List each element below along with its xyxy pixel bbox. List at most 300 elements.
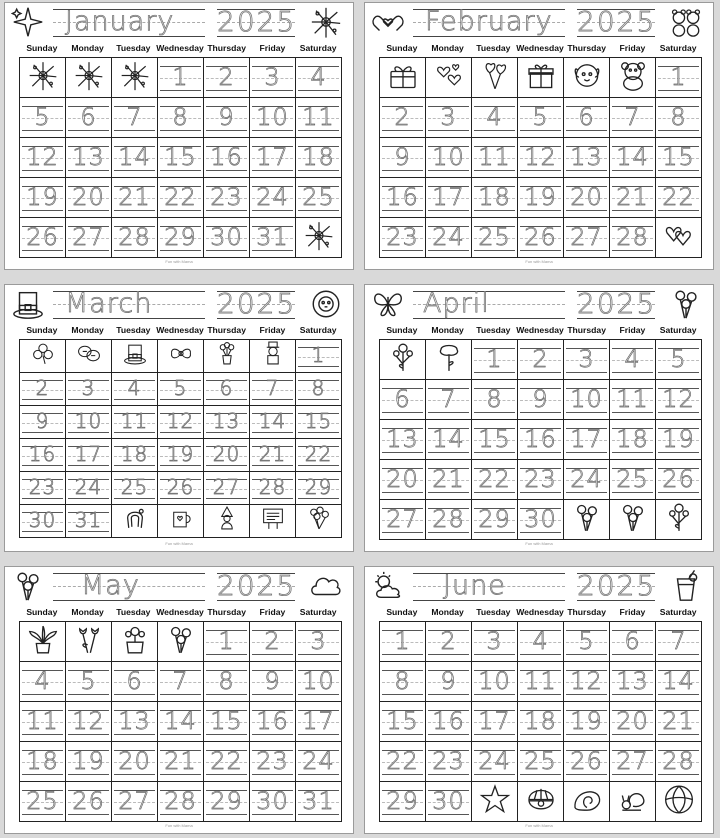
day-cell bbox=[158, 373, 204, 406]
day-number: 20 bbox=[386, 465, 419, 493]
day-number: 6 bbox=[80, 103, 97, 131]
day-number: 26 bbox=[72, 787, 105, 815]
day-number: 18 bbox=[524, 707, 557, 735]
day-number: 28 bbox=[118, 223, 151, 251]
day-number: 17 bbox=[302, 707, 335, 735]
day-number: 21 bbox=[118, 183, 151, 211]
day-cell bbox=[204, 138, 250, 178]
teddy-bears-icon bbox=[669, 5, 703, 39]
lemonade-icon bbox=[669, 569, 703, 603]
day-number: 23 bbox=[432, 747, 465, 775]
day-cell bbox=[518, 460, 564, 500]
seashell-icon bbox=[571, 783, 603, 815]
day-number: 4 bbox=[34, 667, 51, 695]
beach-ball-icon bbox=[663, 783, 695, 815]
day-cell bbox=[472, 622, 518, 662]
day-cell bbox=[426, 782, 472, 822]
day-number: 4 bbox=[486, 103, 503, 131]
day-cell bbox=[564, 58, 610, 98]
day-cell bbox=[610, 460, 656, 500]
day-number: 30 bbox=[524, 505, 557, 533]
day-cell bbox=[610, 622, 656, 662]
day-number: 14 bbox=[164, 707, 197, 735]
day-cell bbox=[204, 373, 250, 406]
day-number: 6 bbox=[624, 627, 641, 655]
day-cell bbox=[112, 98, 158, 138]
day-cell bbox=[204, 218, 250, 258]
flower-bouquet-icon bbox=[306, 506, 331, 531]
day-cell bbox=[66, 373, 112, 406]
day-cell bbox=[472, 662, 518, 702]
day-cell bbox=[112, 742, 158, 782]
weekday-label-wednesday: Wednesday bbox=[516, 43, 564, 53]
day-cell bbox=[380, 500, 426, 540]
day-number: 9 bbox=[532, 385, 549, 413]
weekday-label-tuesday: Tuesday bbox=[476, 325, 511, 335]
day-cell bbox=[20, 98, 66, 138]
day-cell bbox=[296, 406, 342, 439]
day-number: 2 bbox=[218, 63, 235, 91]
day-number: 26 bbox=[524, 223, 557, 251]
day-cell bbox=[518, 98, 564, 138]
day-cell bbox=[426, 178, 472, 218]
day-cell bbox=[296, 662, 342, 702]
weekday-label-wednesday: Wednesday bbox=[516, 607, 564, 617]
day-cell bbox=[296, 178, 342, 218]
day-cell bbox=[250, 505, 296, 538]
day-cell bbox=[158, 505, 204, 538]
day-cell bbox=[66, 138, 112, 178]
day-cell bbox=[472, 178, 518, 218]
day-number: 11 bbox=[26, 707, 59, 735]
day-cell bbox=[380, 782, 426, 822]
day-number: 23 bbox=[386, 223, 419, 251]
day-number: 20 bbox=[616, 707, 649, 735]
day-number: 25 bbox=[26, 787, 59, 815]
day-cell bbox=[380, 702, 426, 742]
day-cell bbox=[20, 662, 66, 702]
day-cell bbox=[564, 742, 610, 782]
day-number: 15 bbox=[304, 409, 333, 433]
day-cell bbox=[518, 500, 564, 540]
day-cell bbox=[518, 622, 564, 662]
day-number: 4 bbox=[532, 627, 549, 655]
day-cell bbox=[656, 500, 702, 540]
day-cell bbox=[380, 380, 426, 420]
day-cell bbox=[158, 782, 204, 822]
bow-icon bbox=[168, 341, 193, 366]
weekday-label-friday: Friday bbox=[259, 325, 286, 335]
day-cell bbox=[426, 662, 472, 702]
day-cell bbox=[250, 439, 296, 472]
day-cell bbox=[426, 622, 472, 662]
day-number: 19 bbox=[524, 183, 557, 211]
day-number: 4 bbox=[127, 376, 142, 400]
calendar-grid bbox=[379, 621, 702, 822]
day-cell bbox=[610, 782, 656, 822]
day-cell bbox=[518, 178, 564, 218]
calendar-grid bbox=[379, 57, 702, 258]
day-number: 22 bbox=[210, 747, 243, 775]
day-cell bbox=[472, 218, 518, 258]
day-cell bbox=[112, 58, 158, 98]
day-number: 15 bbox=[662, 143, 695, 171]
day-cell bbox=[20, 742, 66, 782]
weekday-label-thursday: Thursday bbox=[207, 607, 246, 617]
day-cell bbox=[380, 98, 426, 138]
day-number: 13 bbox=[386, 425, 419, 453]
day-cell bbox=[296, 373, 342, 406]
page-footer: Fun with Mama bbox=[525, 823, 553, 828]
day-cell bbox=[426, 742, 472, 782]
day-number: 6 bbox=[219, 376, 234, 400]
fireworks-icon bbox=[309, 5, 343, 39]
day-number: 3 bbox=[264, 63, 281, 91]
day-cell bbox=[66, 178, 112, 218]
day-cell bbox=[112, 472, 158, 505]
day-cell bbox=[158, 702, 204, 742]
day-cell bbox=[66, 439, 112, 472]
day-number: 30 bbox=[432, 787, 465, 815]
day-cell bbox=[66, 742, 112, 782]
weekday-header-row bbox=[19, 607, 341, 617]
day-number: 22 bbox=[478, 465, 511, 493]
calendar-grid bbox=[379, 339, 702, 540]
day-cell bbox=[564, 98, 610, 138]
page-footer: Fun with Mama bbox=[165, 823, 193, 828]
shamrock-icon bbox=[30, 341, 55, 366]
day-number: 8 bbox=[670, 103, 687, 131]
month-page-march bbox=[4, 284, 354, 552]
flower-stem-icon bbox=[387, 341, 419, 373]
day-cell bbox=[112, 662, 158, 702]
weekday-label-monday: Monday bbox=[431, 325, 464, 335]
weekday-label-tuesday: Tuesday bbox=[476, 607, 511, 617]
flowers-icon bbox=[11, 569, 45, 603]
cloud-icon bbox=[309, 569, 343, 603]
day-number: 11 bbox=[616, 385, 649, 413]
weekday-label-sunday: Sunday bbox=[386, 325, 418, 335]
day-cell bbox=[518, 58, 564, 98]
day-cell bbox=[472, 460, 518, 500]
day-number: 14 bbox=[258, 409, 287, 433]
day-number: 9 bbox=[394, 143, 411, 171]
day-cell bbox=[656, 178, 702, 218]
day-number: 11 bbox=[478, 143, 511, 171]
day-cell bbox=[656, 782, 702, 822]
balloons-icon bbox=[479, 59, 511, 91]
day-cell bbox=[296, 505, 342, 538]
leprechaun-hat-icon bbox=[11, 287, 45, 321]
weekday-label-sunday: Sunday bbox=[386, 607, 418, 617]
day-cell bbox=[656, 58, 702, 98]
day-number: 21 bbox=[432, 465, 465, 493]
day-cell bbox=[112, 178, 158, 218]
day-cell bbox=[158, 178, 204, 218]
day-cell bbox=[656, 420, 702, 460]
day-number: 13 bbox=[118, 707, 151, 735]
tulips-icon bbox=[73, 623, 105, 655]
day-number: 1 bbox=[486, 345, 503, 373]
day-number: 19 bbox=[166, 442, 195, 466]
hearts-icon bbox=[433, 59, 465, 91]
day-number: 14 bbox=[662, 667, 695, 695]
weekday-header-row bbox=[19, 43, 341, 53]
day-number: 28 bbox=[616, 223, 649, 251]
day-number: 16 bbox=[256, 707, 289, 735]
calendar-grid bbox=[19, 621, 342, 822]
weekday-label-sunday: Sunday bbox=[26, 607, 58, 617]
potted-plant-icon bbox=[27, 623, 59, 655]
day-number: 17 bbox=[570, 425, 603, 453]
day-number: 24 bbox=[570, 465, 603, 493]
day-cell bbox=[66, 505, 112, 538]
day-cell bbox=[296, 622, 342, 662]
year-title: 2025 bbox=[577, 287, 657, 320]
weekday-header-row bbox=[379, 607, 701, 617]
page-footer: Fun with Mama bbox=[165, 259, 193, 264]
day-number: 22 bbox=[304, 442, 333, 466]
day-cell bbox=[656, 622, 702, 662]
day-number: 24 bbox=[74, 475, 103, 499]
day-number: 23 bbox=[256, 747, 289, 775]
day-cell bbox=[204, 406, 250, 439]
day-cell bbox=[656, 218, 702, 258]
day-cell bbox=[656, 98, 702, 138]
day-number: 5 bbox=[80, 667, 97, 695]
day-cell bbox=[112, 340, 158, 373]
day-number: 7 bbox=[440, 385, 457, 413]
coins-icon bbox=[76, 341, 101, 366]
day-cell bbox=[518, 380, 564, 420]
day-number: 13 bbox=[570, 143, 603, 171]
day-number: 26 bbox=[26, 223, 59, 251]
day-number: 15 bbox=[164, 143, 197, 171]
day-cell bbox=[426, 702, 472, 742]
day-cell bbox=[380, 178, 426, 218]
day-number: 16 bbox=[524, 425, 557, 453]
flowers-icon bbox=[617, 501, 649, 533]
day-number: 19 bbox=[72, 747, 105, 775]
day-cell bbox=[204, 622, 250, 662]
day-number: 7 bbox=[624, 103, 641, 131]
day-cell bbox=[204, 742, 250, 782]
day-number: 22 bbox=[164, 183, 197, 211]
day-number: 5 bbox=[578, 627, 595, 655]
weekday-label-thursday: Thursday bbox=[567, 607, 606, 617]
day-cell bbox=[610, 138, 656, 178]
day-number: 2 bbox=[532, 345, 549, 373]
weekday-label-saturday: Saturday bbox=[659, 325, 697, 335]
day-cell bbox=[250, 218, 296, 258]
day-number: 5 bbox=[34, 103, 51, 131]
day-cell bbox=[296, 439, 342, 472]
day-number: 1 bbox=[394, 627, 411, 655]
day-cell bbox=[158, 98, 204, 138]
day-number: 23 bbox=[210, 183, 243, 211]
day-number: 8 bbox=[394, 667, 411, 695]
day-cell bbox=[296, 138, 342, 178]
day-cell bbox=[204, 782, 250, 822]
day-number: 8 bbox=[218, 667, 235, 695]
day-number: 10 bbox=[432, 143, 465, 171]
day-number: 17 bbox=[478, 707, 511, 735]
day-cell bbox=[20, 218, 66, 258]
day-cell bbox=[564, 340, 610, 380]
day-number: 9 bbox=[264, 667, 281, 695]
flower-stem-icon bbox=[663, 501, 695, 533]
day-number: 31 bbox=[302, 787, 335, 815]
weekday-label-saturday: Saturday bbox=[299, 43, 337, 53]
day-cell bbox=[250, 782, 296, 822]
day-cell bbox=[20, 472, 66, 505]
day-cell bbox=[66, 662, 112, 702]
day-number: 25 bbox=[478, 223, 511, 251]
day-number: 21 bbox=[662, 707, 695, 735]
day-number: 23 bbox=[28, 475, 57, 499]
weekday-label-saturday: Saturday bbox=[659, 607, 697, 617]
day-cell bbox=[426, 98, 472, 138]
day-cell bbox=[112, 505, 158, 538]
weekday-label-sunday: Sunday bbox=[26, 43, 58, 53]
day-number: 27 bbox=[212, 475, 241, 499]
day-cell bbox=[66, 58, 112, 98]
weekday-label-monday: Monday bbox=[431, 43, 464, 53]
day-cell bbox=[20, 178, 66, 218]
day-number: 18 bbox=[120, 442, 149, 466]
day-number: 2 bbox=[394, 103, 411, 131]
day-cell bbox=[610, 178, 656, 218]
day-number: 14 bbox=[616, 143, 649, 171]
day-cell bbox=[250, 702, 296, 742]
day-number: 30 bbox=[28, 508, 57, 532]
day-cell bbox=[20, 622, 66, 662]
day-cell bbox=[426, 340, 472, 380]
day-cell bbox=[250, 98, 296, 138]
potted-flower-icon bbox=[119, 623, 151, 655]
day-cell bbox=[656, 742, 702, 782]
day-cell bbox=[296, 340, 342, 373]
weekday-label-saturday: Saturday bbox=[299, 607, 337, 617]
page-footer: Fun with Mama bbox=[525, 541, 553, 546]
day-number: 31 bbox=[74, 508, 103, 532]
day-cell bbox=[426, 420, 472, 460]
day-number: 20 bbox=[72, 183, 105, 211]
month-page-april bbox=[364, 284, 714, 552]
day-cell bbox=[158, 58, 204, 98]
day-number: 8 bbox=[486, 385, 503, 413]
day-number: 21 bbox=[164, 747, 197, 775]
day-number: 28 bbox=[164, 787, 197, 815]
day-number: 15 bbox=[478, 425, 511, 453]
day-number: 22 bbox=[662, 183, 695, 211]
day-number: 20 bbox=[118, 747, 151, 775]
day-cell bbox=[472, 138, 518, 178]
day-number: 24 bbox=[256, 183, 289, 211]
day-number: 29 bbox=[478, 505, 511, 533]
fireworks-icon bbox=[27, 59, 59, 91]
day-cell bbox=[426, 218, 472, 258]
carnation-icon bbox=[433, 341, 465, 373]
day-number: 8 bbox=[311, 376, 326, 400]
day-cell bbox=[296, 218, 342, 258]
day-cell bbox=[250, 662, 296, 702]
day-cell bbox=[296, 98, 342, 138]
day-number: 19 bbox=[570, 707, 603, 735]
day-cell bbox=[20, 373, 66, 406]
day-number: 25 bbox=[524, 747, 557, 775]
day-number: 28 bbox=[258, 475, 287, 499]
day-number: 17 bbox=[74, 442, 103, 466]
day-cell bbox=[20, 58, 66, 98]
weekday-label-wednesday: Wednesday bbox=[156, 325, 204, 335]
month-header bbox=[365, 285, 714, 323]
day-cell bbox=[518, 662, 564, 702]
day-cell bbox=[20, 340, 66, 373]
day-number: 8 bbox=[172, 103, 189, 131]
day-cell bbox=[472, 500, 518, 540]
day-cell bbox=[250, 138, 296, 178]
month-title: March bbox=[65, 288, 153, 319]
day-cell bbox=[518, 340, 564, 380]
day-number: 4 bbox=[310, 63, 327, 91]
day-cell bbox=[20, 439, 66, 472]
day-number: 12 bbox=[524, 143, 557, 171]
day-cell bbox=[204, 98, 250, 138]
day-cell bbox=[472, 340, 518, 380]
gift-icon bbox=[525, 59, 557, 91]
month-title: April bbox=[423, 288, 490, 319]
day-cell bbox=[426, 500, 472, 540]
day-cell bbox=[158, 742, 204, 782]
flowers-icon bbox=[165, 623, 197, 655]
day-cell bbox=[564, 380, 610, 420]
day-cell bbox=[204, 702, 250, 742]
weekday-label-wednesday: Wednesday bbox=[156, 607, 204, 617]
day-cell bbox=[250, 472, 296, 505]
day-cell bbox=[204, 662, 250, 702]
day-cell bbox=[472, 420, 518, 460]
day-cell bbox=[250, 58, 296, 98]
day-number: 11 bbox=[302, 103, 335, 131]
day-cell bbox=[250, 406, 296, 439]
day-number: 24 bbox=[478, 747, 511, 775]
day-number: 28 bbox=[662, 747, 695, 775]
day-cell bbox=[112, 406, 158, 439]
day-number: 23 bbox=[524, 465, 557, 493]
day-number: 5 bbox=[173, 376, 188, 400]
day-number: 26 bbox=[570, 747, 603, 775]
day-number: 18 bbox=[478, 183, 511, 211]
day-cell bbox=[204, 58, 250, 98]
day-number: 12 bbox=[166, 409, 195, 433]
day-number: 3 bbox=[486, 627, 503, 655]
day-cell bbox=[380, 662, 426, 702]
weekday-label-friday: Friday bbox=[259, 607, 286, 617]
month-title: February bbox=[425, 6, 553, 37]
day-number: 7 bbox=[126, 103, 143, 131]
day-cell bbox=[426, 58, 472, 98]
day-number: 2 bbox=[440, 627, 457, 655]
day-number: 19 bbox=[662, 425, 695, 453]
weekday-label-wednesday: Wednesday bbox=[156, 43, 204, 53]
day-cell bbox=[66, 472, 112, 505]
day-number: 26 bbox=[662, 465, 695, 493]
day-number: 18 bbox=[26, 747, 59, 775]
day-cell bbox=[610, 702, 656, 742]
month-header bbox=[5, 3, 354, 41]
day-number: 3 bbox=[440, 103, 457, 131]
